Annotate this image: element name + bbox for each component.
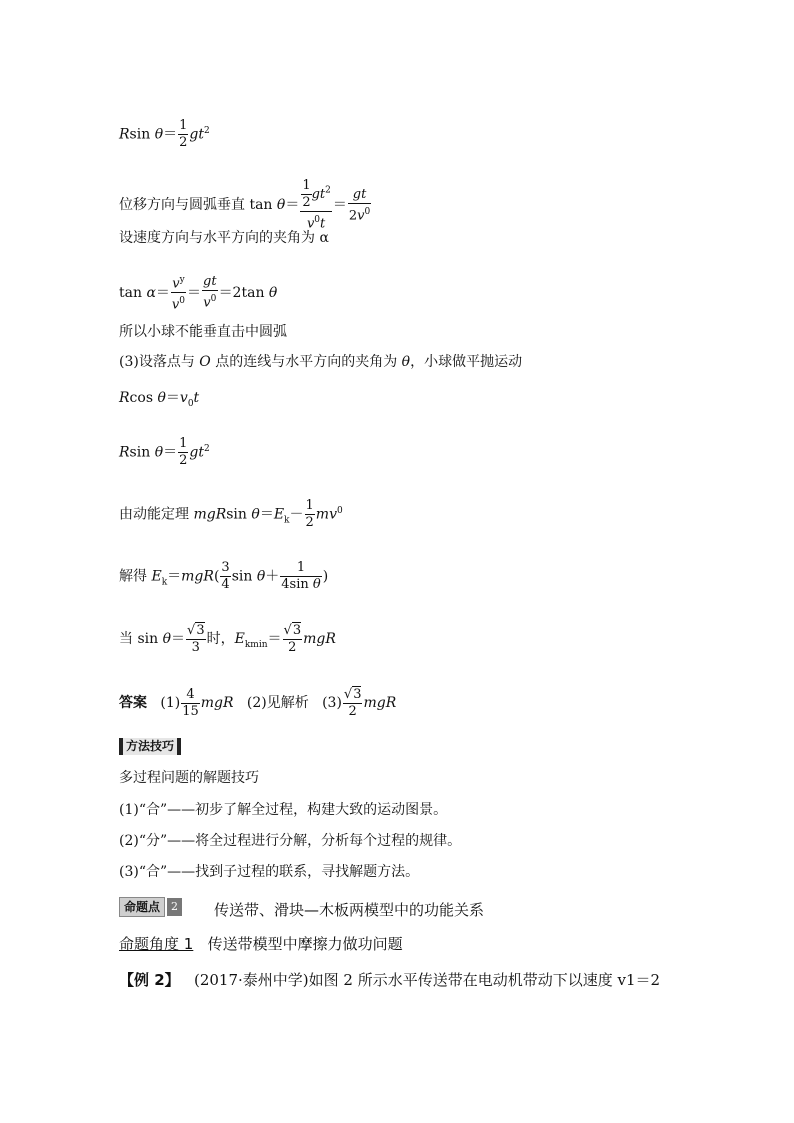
angle-line bbox=[119, 934, 403, 954]
equation-rsin-1: Rsin θ＝ $\frac{1}{2}$ $gt^2$ bbox=[119, 118, 210, 150]
method-tag-label: 方法技巧 bbox=[123, 738, 177, 755]
topic-label: 命题点 bbox=[119, 897, 165, 917]
method-item-1: (1)“合”——初步了解全过程，构建大致的运动图景。 bbox=[119, 802, 448, 818]
example-label: 【例 2】 bbox=[119, 971, 180, 989]
topic-tag bbox=[119, 897, 182, 917]
topic-num: 2 bbox=[167, 898, 182, 916]
answer-label: 答案 bbox=[119, 695, 147, 711]
example-text: (2017·泰州中学)如图 2 所示水平传送带在电动机带动下以速度 v1＝2 bbox=[193, 971, 661, 989]
method-tag bbox=[119, 738, 181, 755]
answer-line: 答案 (1) $\frac{4}{15}$ mgR (2)见解析 (3) $\frac{√3}{2}$ mgR bbox=[119, 686, 397, 719]
equation-ek: 解得 $E_k=mgR$( $\frac{3}{4}$ sin θ＋ $\frac{1}{\text{4sin θ}}$ ) bbox=[119, 560, 329, 592]
text-part3: (3)设落点与 O 点的连线与水平方向的夹角为 θ，小球做平抛运动 bbox=[119, 354, 523, 370]
angle-label: 命题角度 1 bbox=[119, 935, 194, 953]
equation-tan-theta: 位移方向与圆弧垂直 tan θ＝ $\frac{1}{2}$ $gt^2$ $v^0t$ ＝ $\frac{gt}{2v^0}$ bbox=[119, 178, 371, 232]
equation-tan-alpha: tan α＝ $\frac{v^y}{v^0}$ ＝ $\frac{gt}{v^0}$ ＝2tan θ bbox=[119, 272, 277, 314]
equation-rsin-2: Rsin θ＝ $\frac{1}{2}$ $gt^2$ bbox=[119, 436, 210, 468]
example-line bbox=[119, 970, 660, 990]
angle-title: 传送带模型中摩擦力做功问题 bbox=[207, 935, 403, 953]
method-item-2: (2)“分”——将全过程进行分解，分析每个过程的规律。 bbox=[119, 833, 462, 849]
equation-ekmin: 当 sin θ＝ $\frac{√3}{3}$ 时，$E_{kmin}=$ $\frac{√3}{2}$ mgR bbox=[119, 623, 336, 655]
equation-rcos: Rcos $\theta=v_0t$ bbox=[119, 390, 200, 409]
method-title: 多过程问题的解题技巧 bbox=[119, 770, 259, 786]
topic-title: 传送带、滑块—木板两模型中的功能关系 bbox=[214, 901, 485, 919]
equation-energy-theorem: 由动能定理 mgRsin $\theta=E_k-$ $\frac{1}{2}$ $mv^0$ bbox=[119, 498, 343, 530]
text-angle-alpha: 设速度方向与水平方向的夹角为 α bbox=[119, 230, 329, 246]
method-item-3: (3)“合”——找到子过程的联系，寻找解题方法。 bbox=[119, 864, 420, 880]
answer-part2: (2)见解析 bbox=[246, 695, 309, 711]
text-conclusion: 所以小球不能垂直击中圆弧 bbox=[119, 324, 287, 340]
